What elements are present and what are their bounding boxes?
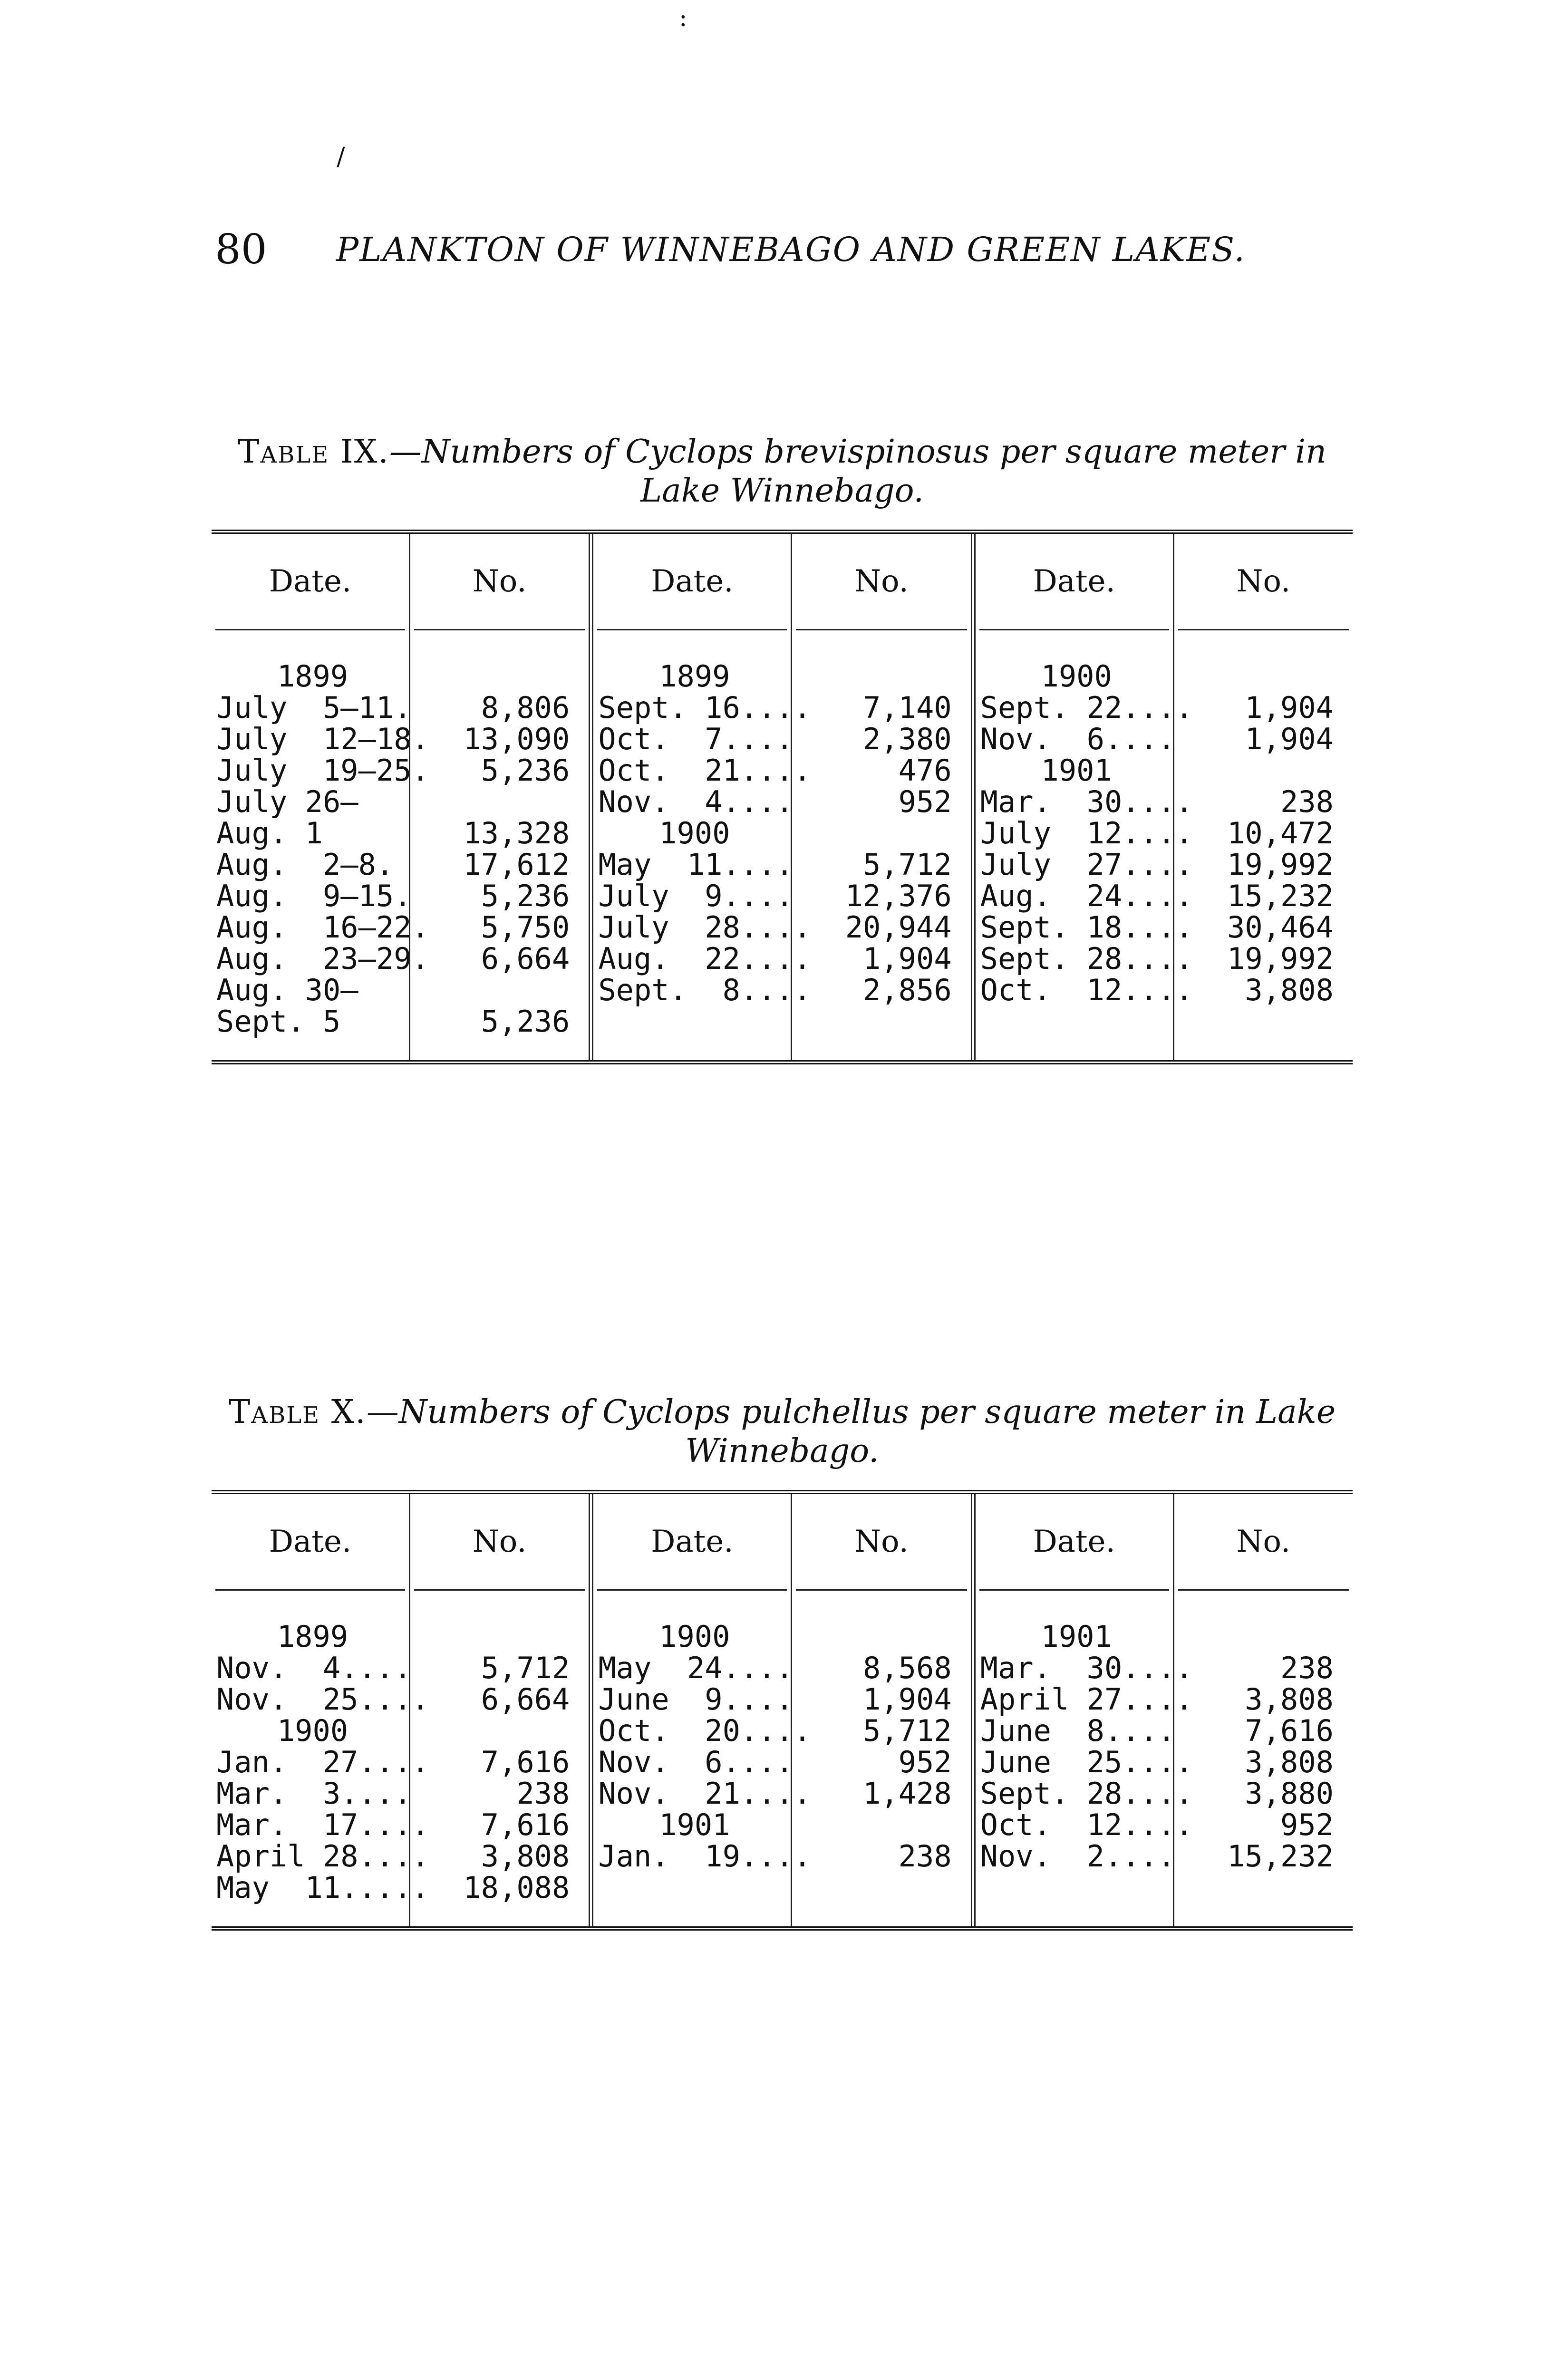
stray-mark-top: : [679, 4, 687, 32]
number-cell [410, 975, 589, 1006]
number-column [1173, 534, 1353, 1060]
top-rule [212, 1490, 1353, 1494]
date-cell: Sept. 28.... [980, 1776, 1193, 1811]
number-cell: 19,992 [1227, 941, 1334, 976]
number-cell: 13,090 [463, 722, 570, 756]
table-body [212, 1494, 1353, 1926]
date-cell: Nov. 4.... [598, 784, 794, 819]
number-cell: 3,808 [1245, 973, 1334, 1007]
date-cell: July 28.... [598, 910, 812, 945]
number-column [409, 1494, 589, 1926]
date-cell: April 28.... [216, 1839, 429, 1874]
date-cell: Aug. 24.... [980, 879, 1193, 913]
date-cell: Sept. 16.... [598, 690, 812, 725]
date-cell: Nov. 6.... [980, 722, 1176, 756]
date-cells [212, 630, 429, 1060]
top-rule [212, 530, 1353, 534]
date-cell: Oct. 12.... [980, 973, 1193, 1007]
number-cell: 238 [1280, 784, 1334, 819]
number-cell [1174, 1621, 1353, 1652]
date-cell: Jan. 27.... [216, 1745, 429, 1779]
date-cell: Aug. 16–22. [216, 910, 429, 945]
number-cell: 5,750 [481, 910, 570, 945]
number-cell: 17,612 [463, 847, 570, 882]
number-cell [792, 1872, 970, 1904]
column-header-date: Date. [269, 1524, 352, 1559]
number-cell: 1,904 [863, 1682, 952, 1717]
date-cell: 1901 [1041, 1619, 1112, 1654]
number-cell: 2,856 [863, 973, 952, 1007]
date-cell: July 26– [216, 784, 358, 819]
number-column [1173, 1494, 1353, 1926]
date-cells [976, 630, 1193, 1060]
date-cell: June 25.... [980, 1745, 1193, 1779]
date-column [212, 1494, 429, 1926]
date-cell: July 9.... [598, 879, 794, 913]
date-cell: Mar. 17.... [216, 1807, 429, 1842]
number-cell: 18,088 [463, 1870, 570, 1905]
number-cell [792, 1621, 970, 1652]
number-cell: 3,808 [481, 1839, 570, 1874]
date-cell: Nov. 25.... [216, 1682, 429, 1717]
date-cell: Sept. 22.... [980, 690, 1193, 725]
date-cell: Sept. 8.... [598, 973, 812, 1007]
number-cell: 238 [1280, 1651, 1334, 1685]
number-cells [1174, 1591, 1353, 1926]
number-cell: 238 [516, 1776, 570, 1811]
number-column [791, 1494, 970, 1926]
date-cell: Oct. 7.... [598, 722, 794, 756]
date-cell: 1899 [659, 659, 730, 694]
number-column [409, 534, 589, 1060]
date-cell: Aug. 30– [216, 973, 358, 1007]
table-caption [212, 1393, 1353, 1471]
number-cells [410, 630, 589, 1060]
number-cell: 7,616 [481, 1807, 570, 1842]
date-cell: Jan. 19.... [598, 1839, 812, 1874]
number-column [791, 534, 970, 1060]
date-column [971, 1494, 1193, 1926]
number-cell: 2,380 [863, 722, 952, 756]
number-cells [1174, 630, 1353, 1060]
number-cell: 8,806 [481, 690, 570, 725]
number-cell: 20,944 [845, 910, 952, 945]
date-cell: Aug. 9–15. [216, 879, 412, 913]
number-cell [1174, 661, 1353, 692]
page-number: 80 [215, 226, 267, 273]
date-cell: Oct. 20.... [598, 1713, 812, 1748]
date-cell: Mar. 30.... [980, 1651, 1193, 1685]
number-cell: 3,808 [1245, 1682, 1334, 1717]
date-cell: June 8.... [980, 1713, 1176, 1748]
number-cell: 12,376 [845, 879, 952, 913]
date-cell: 1899 [277, 1619, 348, 1654]
number-cell: 7,616 [481, 1745, 570, 1779]
bottom-rule [212, 1926, 1353, 1931]
number-cell: 8,568 [863, 1651, 952, 1685]
number-cell: 19,992 [1227, 847, 1334, 882]
date-cell: 1900 [1041, 659, 1112, 694]
date-cell [976, 1006, 1173, 1037]
number-cell: 952 [1280, 1807, 1334, 1842]
date-cell: July 27.... [980, 847, 1193, 882]
number-cell: 6,664 [481, 1682, 570, 1717]
date-cell: Sept. 5 [216, 1004, 341, 1039]
date-cell: 1901 [1041, 753, 1112, 788]
date-cell: Sept. 18.... [980, 910, 1193, 945]
running-head: PLANKTON OF WINNEBAGO AND GREEN LAKES. [336, 230, 1246, 269]
date-cell: July 12–18. [216, 722, 429, 756]
column-header-no: No. [854, 1524, 909, 1559]
number-cell: 5,712 [863, 1713, 952, 1748]
number-cells [792, 630, 970, 1060]
column-header-no: No. [472, 564, 527, 599]
number-cell: 1,428 [863, 1776, 952, 1811]
number-cell: 6,664 [481, 941, 570, 976]
column-header-no: No. [1236, 564, 1291, 599]
number-cell [410, 786, 589, 818]
date-cell: May 24.... [598, 1651, 794, 1685]
number-cell: 952 [898, 784, 952, 819]
table-x [212, 1393, 1353, 1931]
date-column [971, 534, 1193, 1060]
number-cell [1174, 1006, 1353, 1037]
number-cell: 238 [898, 1839, 952, 1874]
number-cell [1174, 755, 1353, 786]
date-cell: 1901 [659, 1807, 730, 1842]
number-cell: 5,712 [863, 847, 952, 882]
number-cell: 1,904 [1245, 722, 1334, 756]
number-cell: 5,712 [481, 1651, 570, 1685]
date-cell: July 5–11. [216, 690, 412, 725]
number-cell: 3,808 [1245, 1745, 1334, 1779]
date-cell: 1899 [277, 659, 348, 694]
number-cell: 7,616 [1245, 1713, 1334, 1748]
date-cell: July 19–25. [216, 753, 429, 788]
date-cell [593, 1872, 791, 1904]
date-cell: 1900 [659, 816, 730, 850]
date-cell [976, 1872, 1173, 1904]
date-column [212, 534, 429, 1060]
column-header-no: No. [1236, 1524, 1291, 1559]
table-title: —Numbers of Cyclops pulchellus per square meter in Lake Winnebago. [366, 1393, 1336, 1470]
stray-mark-slash: / [337, 143, 345, 171]
date-cell: Aug. 2–8. [216, 847, 394, 882]
number-cells [792, 1591, 970, 1926]
date-cell: Sept. 28.... [980, 941, 1193, 976]
number-cell: 15,232 [1227, 1839, 1334, 1874]
page-header [215, 223, 1356, 276]
date-cell: Mar. 30.... [980, 784, 1193, 819]
date-cell: Nov. 21.... [598, 1776, 812, 1811]
date-cell: Nov. 4.... [216, 1651, 412, 1685]
number-cell [792, 661, 970, 692]
column-header-date: Date. [1033, 564, 1115, 599]
date-cells [593, 630, 812, 1060]
number-cells [410, 1591, 589, 1926]
column-header-date: Date. [269, 564, 352, 599]
date-cell: May 11..... [216, 1870, 429, 1905]
date-cell: Nov. 2.... [980, 1839, 1176, 1874]
date-cells [212, 1591, 429, 1926]
date-cell: July 12.... [980, 816, 1193, 850]
number-cell: 5,236 [481, 1004, 570, 1039]
date-cell: June 9.... [598, 1682, 794, 1717]
date-cell: Aug. 23–29. [216, 941, 429, 976]
date-cells [976, 1591, 1193, 1926]
number-cell [792, 818, 970, 849]
date-cell: Oct. 12.... [980, 1807, 1193, 1842]
date-cell: Nov. 6.... [598, 1745, 794, 1779]
number-cell: 5,236 [481, 879, 570, 913]
number-cell [410, 1715, 589, 1747]
number-cell [792, 1809, 970, 1841]
date-cells [593, 1591, 812, 1926]
number-cell: 5,236 [481, 753, 570, 788]
date-column [589, 1494, 812, 1926]
number-cell [792, 1006, 970, 1037]
table-caption [212, 433, 1353, 511]
date-cell [593, 1006, 791, 1037]
number-cell: 15,232 [1227, 879, 1334, 913]
number-cell: 1,904 [1245, 690, 1334, 725]
number-cell [410, 1621, 589, 1652]
date-cell: Mar. 3.... [216, 1776, 412, 1811]
number-cell: 1,904 [863, 941, 952, 976]
date-cell: Aug. 1 [216, 816, 323, 850]
number-cell: 952 [898, 1745, 952, 1779]
bottom-rule [212, 1060, 1353, 1064]
number-cell [410, 661, 589, 692]
number-cell [1174, 1872, 1353, 1904]
date-cell: May 11.... [598, 847, 794, 882]
column-header-date: Date. [651, 564, 734, 599]
date-cell: April 27.... [980, 1682, 1193, 1717]
date-cell: Oct. 21.... [598, 753, 812, 788]
number-cell: 7,140 [863, 690, 952, 725]
table-body [212, 534, 1353, 1060]
number-cell: 13,328 [463, 816, 570, 850]
table-title: —Numbers of Cyclops brevispinosus per square meter in Lake Winnebago. [389, 433, 1326, 510]
table-label: Table X. [228, 1393, 367, 1431]
date-column [589, 534, 812, 1060]
number-cell: 30,464 [1227, 910, 1334, 945]
date-cell: 1900 [277, 1713, 348, 1748]
number-cell: 10,472 [1227, 816, 1334, 850]
column-header-date: Date. [651, 1524, 734, 1559]
column-header-date: Date. [1033, 1524, 1115, 1559]
number-cell: 476 [898, 753, 952, 788]
date-cell: 1900 [659, 1619, 730, 1654]
date-cell: Aug. 22.... [598, 941, 812, 976]
table-label: Table IX. [238, 433, 389, 471]
table-ix [212, 433, 1353, 1064]
number-cell: 3,880 [1245, 1776, 1334, 1811]
column-header-no: No. [472, 1524, 527, 1559]
column-header-no: No. [854, 564, 909, 599]
